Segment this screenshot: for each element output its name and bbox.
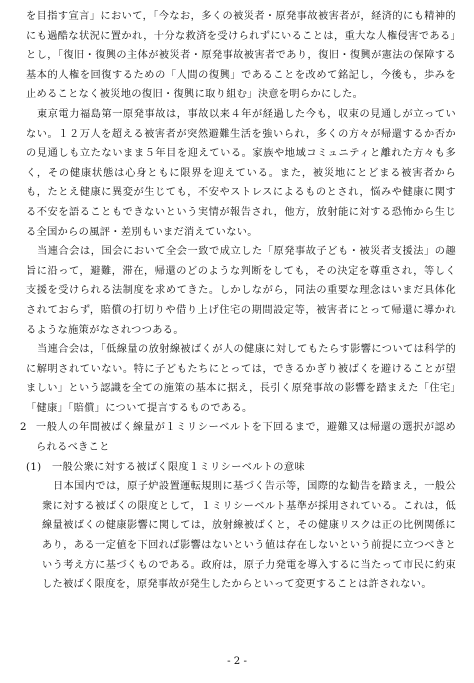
section-number: 2 (20, 422, 27, 434)
subsection-1-body: 日本国内では，原子炉設置運転規則に基づく告示等，国際的な勧告を踏まえ，一般公衆に対する被ばくの限度として，１ミリシーベルト基準が採用されている。これは，低線量被ばくの健康影響に関しては，放射線被ばくと，その健康リスクは正の比例関係にあり，ある一定値を下回れば影響はないという値は存在しないという前提に立つべきという考え方に基づくものである。政府は，原子力発電を導入するに当たって市民に約束した被ばく限度を，原発事故が発生したからといって変更することは許されない。 (42, 481, 456, 591)
paragraph-2: 東京電力福島第一原発事故は，事故以来４年が経過した今も，収束の見通しが立っていない。１２万人を超える被害者が突然避難生活を強いられ，多くの方々が帰還するか否かの見通しも立たないまま５年目を迎えている。家族や地域コミュニティと離れた方々も多く，その健康状態は心身ともに限界を迎えている。また，被災地にとどまる被害者からも，たとえ健康に異変が生じても，不安やストレスによるものとされ，悩みや健康に関する不安を語ることもできないという実情が報告され，他方，放射能に対する恐怖から生じる全国からの風評・差別もいまだ消えていない。 (26, 108, 456, 238)
paragraph-4: 当連合会は，「低線量の放射線被ばくが人の健康に対してもたらす影響については科学的に解明されていない。特に子どもたちにとっては，できるかぎり被ばくを避けることが望ましい」という認識を全ての施策の基本に据え，長引く原発事故の影響を踏まえた「住宅」「健康」「賠償」について提言するものである。 (26, 344, 456, 414)
section-title: 一般人の年間被ばく線量が１ミリシーベルトを下回るまで，避難又は帰還の選択が認められるべきこと (36, 422, 456, 454)
page-number: - 2 - (227, 656, 247, 667)
paragraph-1: を目指す宣言」において，「今なお，多くの被災者・原発事故被害者が，経済的にも精神的にも過酷な状況に置かれ，十分な救済を受けられずにいることは，重大な人権侵害である」とし，「復旧・復興の主体が被災者・原発事故被害者であり，復旧・復興が憲法の保障する基本的人権を回復するための「人間の復興」であることを改めて銘記し，今後も，歩みを止めることなく被災地の復旧・復興に取り組む」決意を明らかにした。 (26, 11, 456, 101)
subsection-1-body-wrapper (26, 477, 456, 595)
subsection-1-heading: (1) 一般公衆に対する被ばく限度１ミリシーベルトの意味 (26, 461, 305, 473)
paragraph-3: 当連合会は，国会において全会一致で成立した「原発事故子ども・被災者支援法」の趣旨に沿って，避難，滞在，帰還のどのような判断をしても，その決定を尊重され，等しく支援を受けられる法制度を求めてきた。しかしながら，同法の重要な理念はいまだ具体化されておらず，賠償の打切りや借り上げ住宅の期間設定等，被害者にとって帰還に導かれるような施策がなされつつある。 (26, 246, 456, 336)
section-2-heading (20, 418, 456, 457)
